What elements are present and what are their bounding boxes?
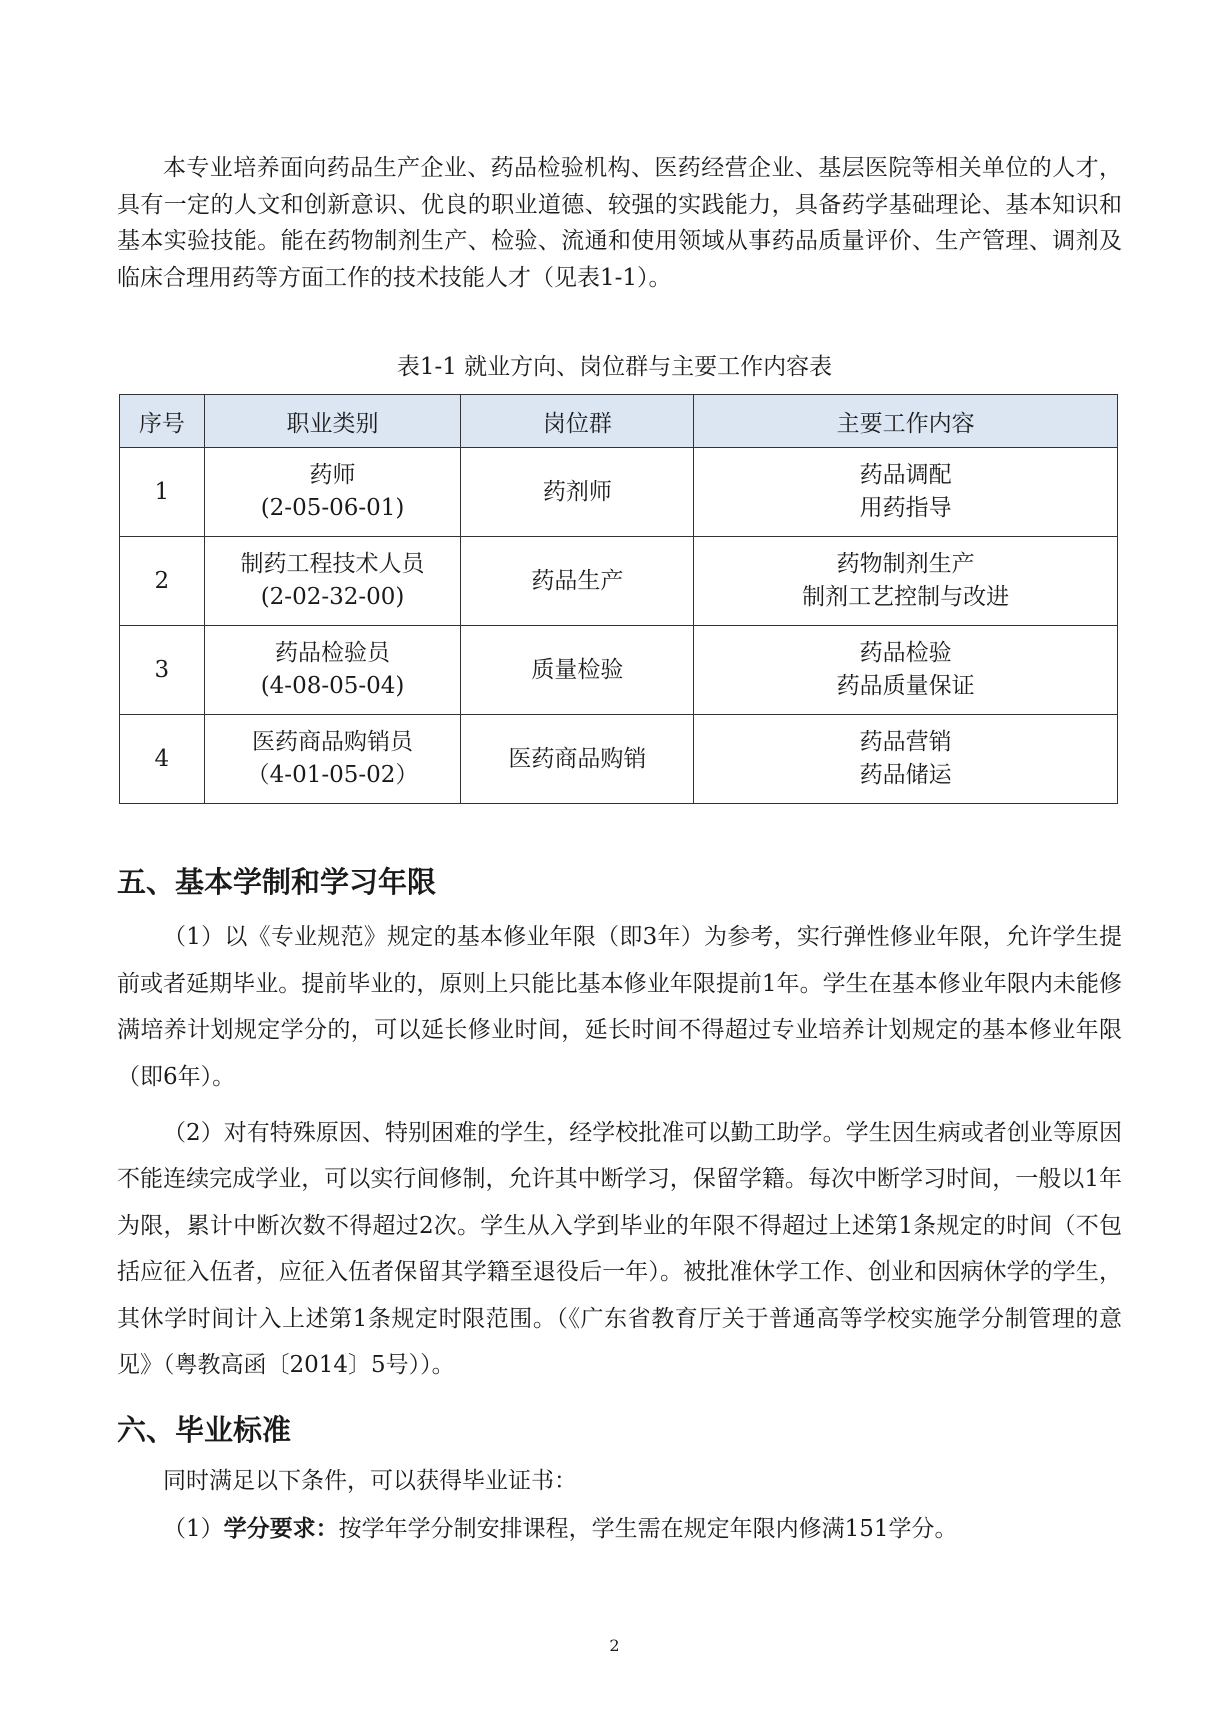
- work-item: 药物制剂生产: [836, 551, 975, 577]
- cell-no: 4: [120, 715, 205, 804]
- table-row: [120, 715, 1118, 804]
- table-row: [120, 626, 1118, 715]
- cell-no: 1: [120, 448, 205, 537]
- section-heading-schooling: 五、基本学制和学习年限: [117, 865, 437, 899]
- requirement-text: 按学年学分制安排课程，学生需在规定年限内修满151学分。: [338, 1516, 958, 1542]
- cell-group: 质量检验: [461, 626, 694, 715]
- cell-career: [204, 626, 461, 715]
- table-row: [120, 448, 1118, 537]
- cell-no: 3: [120, 626, 205, 715]
- employment-table: [119, 394, 1118, 804]
- header-no: 序号: [120, 395, 205, 448]
- cell-work: [694, 715, 1118, 804]
- cell-career: [204, 715, 461, 804]
- section-heading-graduation: 六、毕业标准: [117, 1413, 292, 1447]
- table-row: [120, 537, 1118, 626]
- work-item: 药品质量保证: [836, 673, 975, 699]
- header-career: 职业类别: [204, 395, 461, 448]
- cell-group: 医药商品购销: [461, 715, 694, 804]
- work-item: 用药指导: [859, 495, 952, 521]
- table-header-row: [120, 395, 1118, 448]
- credit-requirement: [117, 1511, 1122, 1547]
- cell-group: 药品生产: [461, 537, 694, 626]
- cell-no: 2: [120, 537, 205, 626]
- career-code: (2-02-32-00): [260, 584, 405, 610]
- work-item: 药品调配: [859, 462, 952, 488]
- cell-career: [204, 448, 461, 537]
- work-item: 药品检验: [859, 640, 952, 666]
- work-item: 制剂工艺控制与改进: [802, 584, 1010, 610]
- cell-work: [694, 537, 1118, 626]
- career-name: 制药工程技术人员: [240, 551, 425, 577]
- cell-group: 药剂师: [461, 448, 694, 537]
- cell-work: [694, 626, 1118, 715]
- page-number: 2: [609, 1636, 620, 1655]
- header-group: 岗位群: [461, 395, 694, 448]
- career-code: （4-01-05-02）: [246, 762, 419, 788]
- requirement-label: 学分要求：: [223, 1516, 339, 1542]
- career-code: (4-08-05-04): [260, 673, 405, 699]
- requirement-number: （1）: [163, 1516, 224, 1542]
- career-name: 医药商品购销员: [252, 729, 414, 755]
- intro-paragraph: 本专业培养面向药品生产企业、药品检验机构、医药经营企业、基层医院等相关单位的人才，具有一定的人文和创新意识、优良的职业道德、较强的实践能力，具备药学基础理论、基本知识和基本实验技能。能在药物制剂生产、检验、流通和使用领域从事药品质量评价、生产管理、调剂及临床合理用药等方面工作的技术技能人才（见表1-1）。: [117, 155, 1122, 291]
- table-caption: 表1-1 就业方向、岗位群与主要工作内容表: [396, 354, 833, 380]
- cell-career: [204, 537, 461, 626]
- schooling-paragraph-1: （1）以《专业规范》规定的基本修业年限（即3年）为参考，实行弹性修业年限，允许学生提前或者延期毕业。提前毕业的，原则上只能比基本修业年限提前1年。学生在基本修业年限内未能修满培养计划规定学分的，可以延长修业时间，延长时间不得超过专业培养计划规定的基本修业年限（即6年）。: [117, 924, 1122, 1090]
- header-work: 主要工作内容: [694, 395, 1118, 448]
- career-name: 药师: [309, 462, 356, 488]
- career-code: (2-05-06-01): [260, 495, 405, 521]
- cell-work: [694, 448, 1118, 537]
- work-item: 药品营销: [859, 729, 952, 755]
- work-item: 药品储运: [859, 762, 952, 788]
- graduation-intro: 同时满足以下条件，可以获得毕业证书：: [163, 1468, 577, 1494]
- career-name: 药品检验员: [275, 640, 391, 666]
- schooling-paragraph-2: （2）对有特殊原因、特别困难的学生，经学校批准可以勤工助学。学生因生病或者创业等原因不能连续完成学业，可以实行间修制，允许其中断学习，保留学籍。每次中断学习时间，一般以1年为限，累计中断次数不得超过2次。学生从入学到毕业的年限不得超过上述第1条规定的时间（不包括应征入伍者，应征入伍者保留其学籍至退役后一年）。被批准休学工作、创业和因病休学的学生，其休学时间计入上述第1条规定时限范围。（《广东省教育厅关于普通高等学校实施学分制管理的意见》（粤教高函〔2014〕5号））。: [117, 1120, 1122, 1379]
